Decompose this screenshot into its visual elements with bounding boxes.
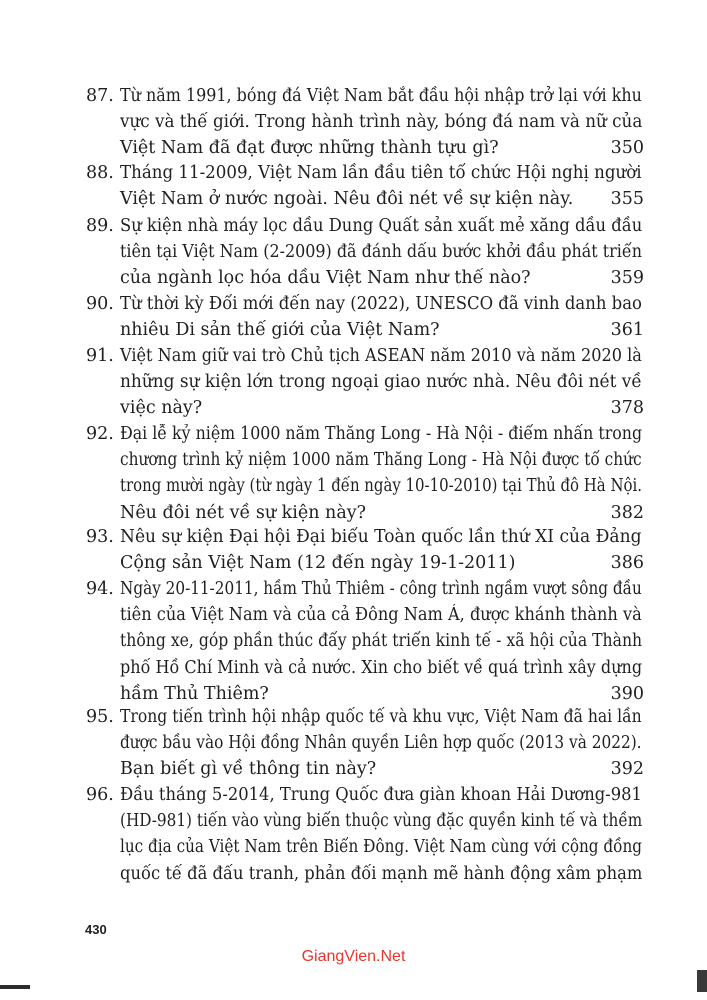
- entry-page-number: 350: [610, 138, 644, 159]
- entry-line: được bầu vào Hội đồng Nhân quyền Liên hợp quốc (2013 và 2022).: [120, 733, 642, 754]
- entry-line: Tháng 11-2009, Việt Nam lần đầu tiên tổ chức Hội nghị người: [120, 163, 642, 183]
- entry-line: Nêu sự kiện Đại hội Đại biểu Toàn quốc lần thứ XI của Đảng: [120, 527, 642, 547]
- entry-question: [120, 160, 640, 212]
- entry-number: 92.: [86, 424, 114, 444]
- entry-page-number: 359: [610, 268, 644, 289]
- entry-page-number: 382: [610, 502, 644, 523]
- entry-line: Ngày 20-11-2011, hầm Thủ Thiêm - công trình ngầm vượt sông đầu: [120, 579, 642, 599]
- entry-line: lục địa của Việt Nam trên Biển Đông. Việt Nam cùng với cộng đồng: [120, 837, 643, 858]
- entry-page-number: 392: [610, 759, 644, 780]
- entry-line: trong mười ngày (từ ngày 1 đến ngày 10-10-2010) tại Thủ đô Hà Nội.: [120, 476, 643, 497]
- entry-page-number: 386: [610, 553, 644, 574]
- entry-line: Việt Nam giữ vai trò Chủ tịch ASEAN năm 2010 và năm 2020 là: [120, 346, 642, 366]
- entry-line: Việt Nam đã đạt được những thành tựu gì?: [120, 138, 499, 159]
- entry-line: Từ thời kỳ Đổi mới đến nay (2022), UNESCO đã vinh danh bao: [120, 294, 642, 314]
- entry-number: 93.: [86, 527, 114, 547]
- entry-question: [120, 213, 643, 292]
- entry-number: 94.: [86, 579, 114, 599]
- entry-question: [120, 576, 643, 707]
- entry-line: Đầu tháng 5-2014, Trung Quốc đưa giàn khoan Hải Dương-981: [120, 785, 642, 805]
- entry-line: việc này?: [120, 398, 203, 419]
- page-number: 430: [85, 922, 107, 937]
- entry-question: [120, 343, 640, 422]
- entry-line: Bạn biết gì về thông tin này?: [120, 759, 377, 780]
- entry-page-number: 361: [610, 320, 644, 341]
- scan-edge-mark: [697, 970, 707, 992]
- entry-question: [120, 782, 643, 887]
- entry-line: phố Hồ Chí Minh và cả nước. Xin cho biết về quá trình xây dựng: [120, 657, 643, 678]
- entry-line: Việt Nam ở nước ngoài. Nêu đôi nét về sự kiện này.: [120, 189, 574, 210]
- entry-line: tiên tại Việt Nam (2-2009) đã đánh dấu bước khởi đầu phát triển: [120, 242, 642, 263]
- entry-line: Nêu đôi nét về sự kiện này?: [120, 502, 367, 523]
- entry-line: quốc tế đã đấu tranh, phản đối mạnh mẽ hành động xâm phạm: [120, 863, 643, 884]
- entry-number: 91.: [86, 346, 114, 366]
- entry-line: những sự kiện lớn trong ngoại giao nước nhà. Nêu đôi nét về: [120, 372, 642, 393]
- entry-page-number: 355: [610, 189, 644, 210]
- site-watermark: GiangVien.Net: [301, 948, 406, 965]
- entry-line: Cộng sản Việt Nam (12 đến ngày 19-1-2011): [120, 553, 516, 574]
- entry-line: Sự kiện nhà máy lọc dầu Dung Quất sản xuất mẻ xăng dầu đầu: [120, 216, 643, 236]
- entry-question: [120, 524, 640, 576]
- entry-number: 87.: [86, 86, 114, 106]
- entry-page-number: 390: [610, 683, 644, 704]
- entry-number: 88.: [86, 163, 114, 183]
- entry-question: [120, 704, 640, 783]
- entry-page-number: 378: [610, 398, 644, 419]
- entry-line: (HD-981) tiến vào vùng biển thuộc vùng đặc quyền kinh tế và thềm: [120, 811, 643, 832]
- entry-number: 89.: [86, 216, 114, 236]
- entry-question: [120, 291, 640, 343]
- entry-number: 90.: [86, 294, 114, 314]
- entry-line: Trong tiến trình hội nhập quốc tế và khu vực, Việt Nam đã hai lần: [120, 707, 642, 727]
- entry-line: vực và thế giới. Trong hành trình này, bóng đá nam và nữ của: [120, 112, 643, 133]
- entry-line: của ngành lọc hóa dầu Việt Nam như thế nào?: [120, 268, 531, 289]
- entry-line: nhiêu Di sản thế giới của Việt Nam?: [120, 320, 440, 341]
- entry-line: hầm Thủ Thiêm?: [120, 683, 269, 704]
- entry-question: [120, 421, 643, 526]
- entry-line: chương trình kỷ niệm 1000 năm Thăng Long - Hà Nội được tổ chức: [120, 450, 642, 471]
- entry-line: Đại lễ kỷ niệm 1000 năm Thăng Long - Hà Nội - điểm nhấn trong: [120, 424, 643, 444]
- entry-question: [120, 83, 643, 162]
- entry-line: Từ năm 1991, bóng đá Việt Nam bắt đầu hội nhập trở lại với khu: [120, 86, 642, 106]
- scan-edge-mark: [0, 985, 30, 989]
- entry-line: tiên của Việt Nam và của cả Đông Nam Á, được khánh thành và: [120, 605, 642, 626]
- entry-line: thông xe, góp phần thúc đẩy phát triển kinh tế - xã hội của Thành: [120, 631, 643, 652]
- entry-number: 95.: [86, 707, 114, 727]
- entry-number: 96.: [86, 785, 114, 805]
